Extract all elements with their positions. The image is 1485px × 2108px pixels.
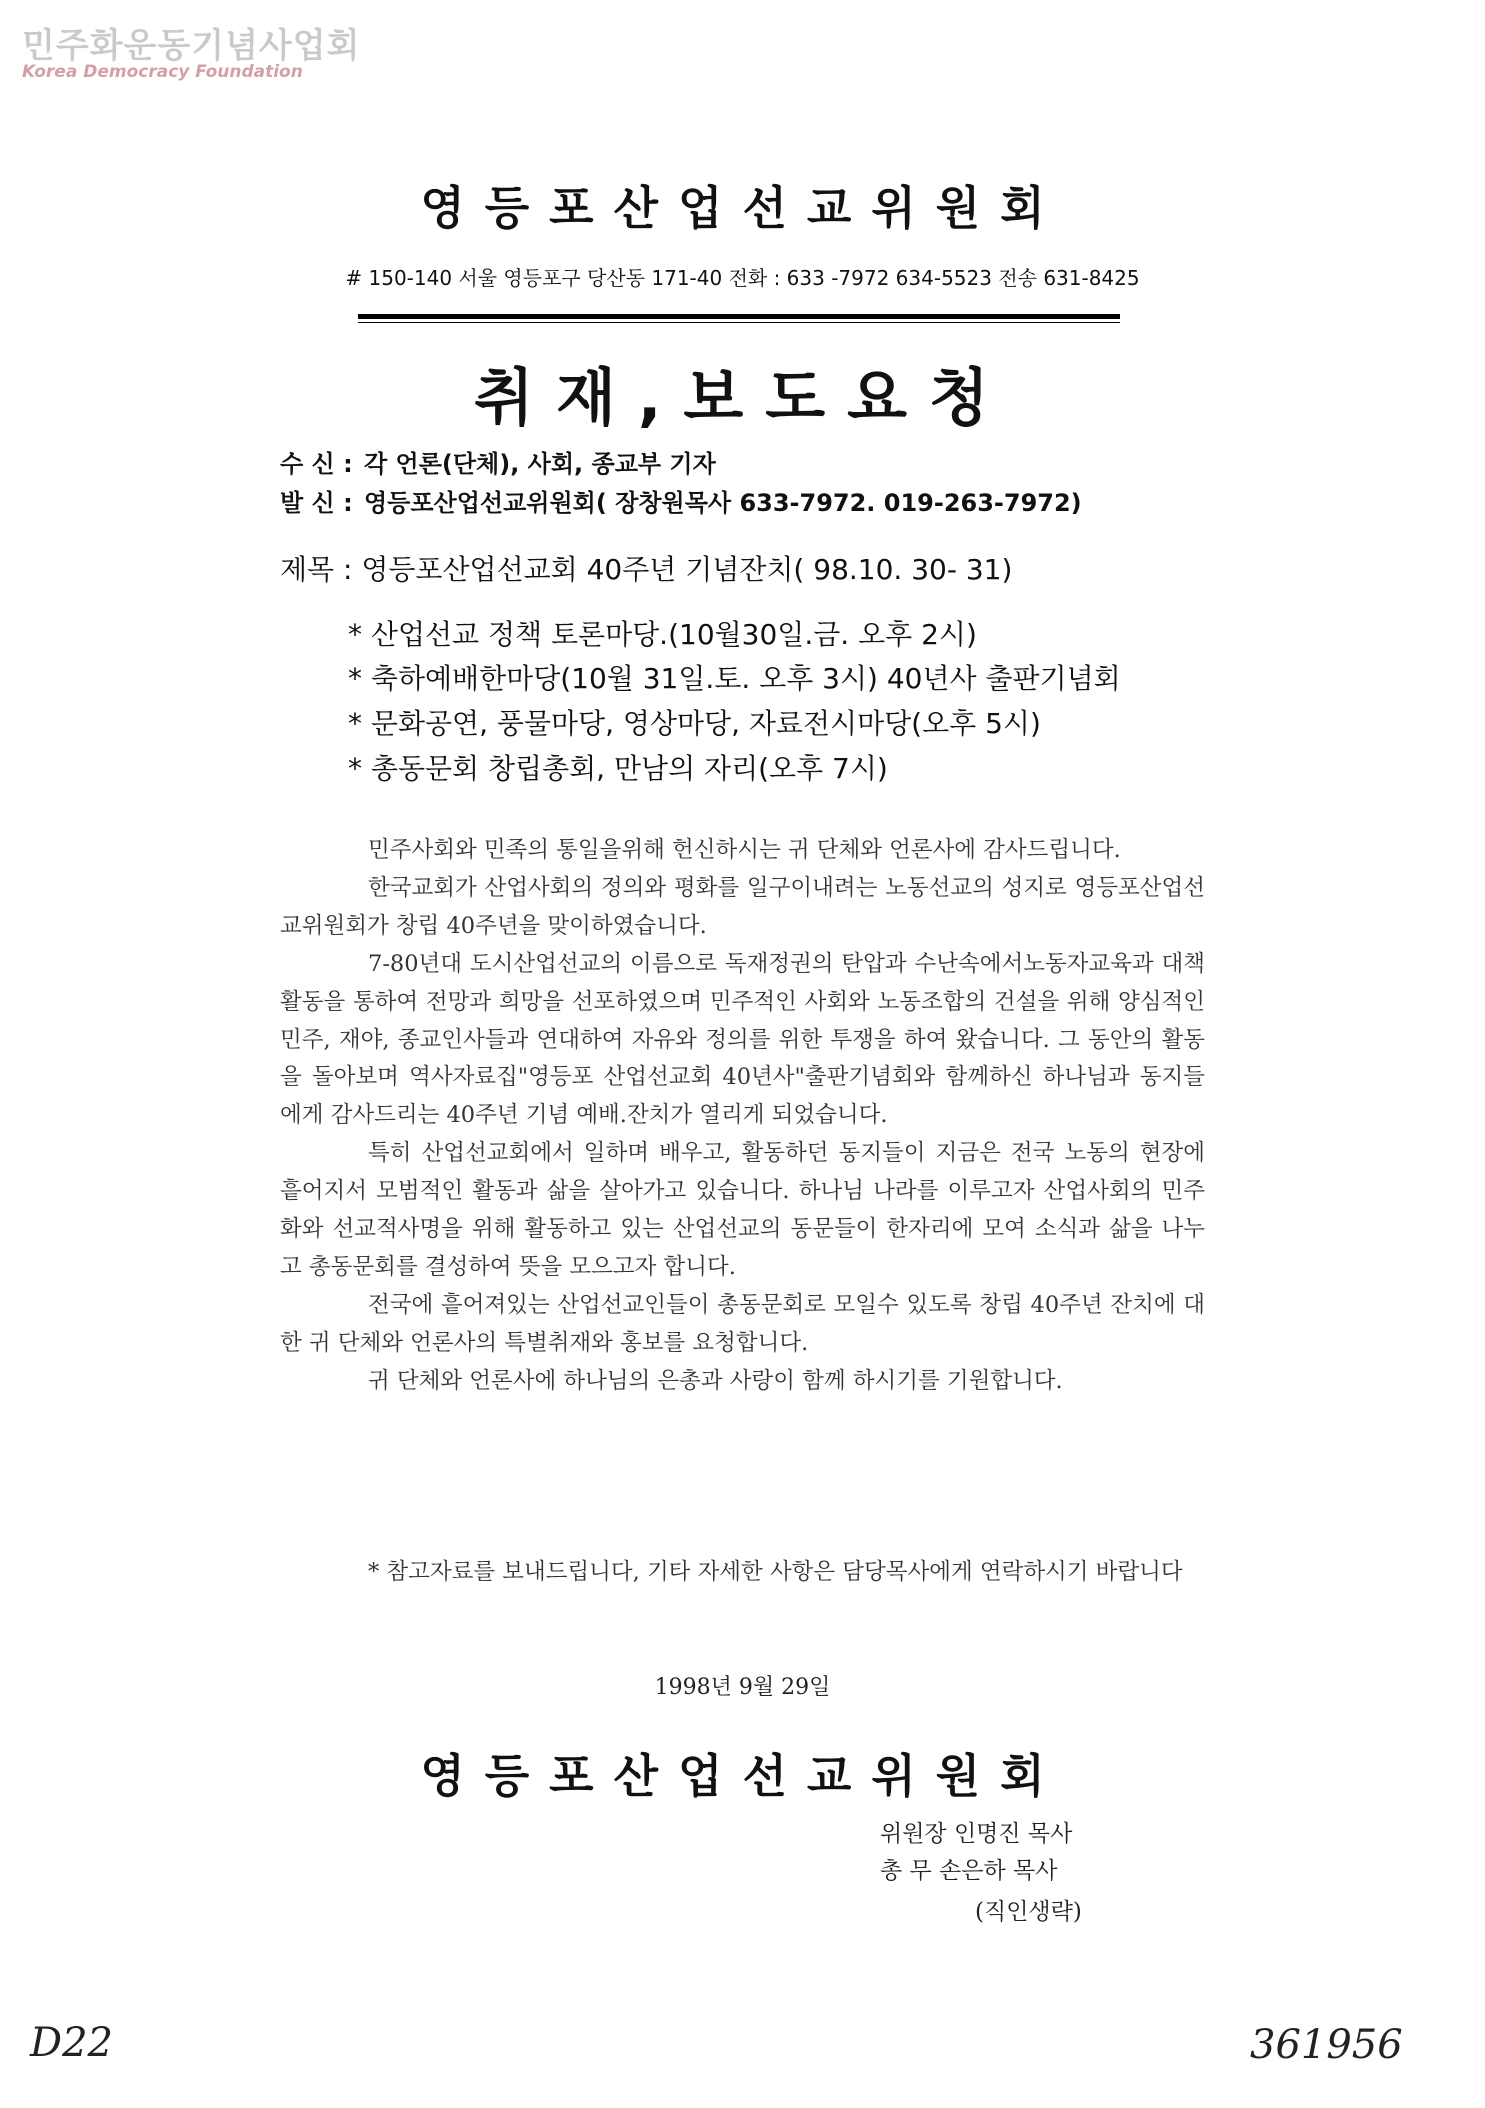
handwritten-mark-right: 361956 xyxy=(1250,2022,1403,2068)
body-paragraph: 민주사회와 민족의 통일을위해 헌신하시는 귀 단체와 언론사에 감사드립니다. xyxy=(368,837,1121,863)
signatory-chairman: 위원장 인명진 목사 xyxy=(880,1821,1073,1847)
letter-body xyxy=(280,832,1205,1401)
reference-note: * 참고자료를 보내드립니다, 기타 자세한 사항은 담당목사에게 연락하시기 바랍니다 xyxy=(368,1559,1183,1585)
document-title: 취재,보도요청 xyxy=(474,361,1011,434)
body-paragraph: 전국에 흩어져있는 산업선교인들이 총동문회로 모일수 있도록 창립 40주년 잔치에 대한 귀 단체와 언론사의 특별취재와 홍보를 요청합니다. xyxy=(280,1291,1205,1356)
body-paragraph: 귀 단체와 언론사에 하나님의 은총과 사랑이 함께 하시기를 기원합니다. xyxy=(368,1367,1063,1394)
letterhead-address: # 150-140 서울 영등포구 당산동 171-40 전화 : 633 -7972 634-5523 전송 631-8425 xyxy=(345,266,1140,290)
letterhead-divider-thin xyxy=(358,322,1120,323)
sender-label: 발 신 : xyxy=(280,489,353,517)
watermark-english: Korea Democracy Foundation xyxy=(22,62,303,82)
sender-line xyxy=(280,483,1082,518)
watermark-korean: 민주화운동기념사업회 xyxy=(22,26,361,66)
sender-value: 영등포산업선교위원회( 장창원목사 633-7972. 019-263-7972) xyxy=(364,489,1082,517)
body-paragraph: 7-80년대 도시산업선교의 이름으로 독재정권의 탄압과 수난속에서노동자교육과 대책활동을 통하여 전망과 희망을 선포하였으며 민주적인 사회와 노동조합의 건설을 위해 양심적인 민주, 재야, 종교인사들과 연대하여 자유와 정의를 위한 투쟁을 하여 왔습니다. 그 동안의 활동을 돌아보며 역사자료집"영등포 산업선교회 40년사"출판기념회와 함께하신 하나님과 동지들에게 감사드리는 40주년 기념 예배.잔치가 열리게 되었습니다. xyxy=(280,950,1205,1129)
subject-line: 제목 : 영등포산업선교회 40주년 기념잔치( 98.10. 30- 31) xyxy=(280,553,1013,586)
body-paragraph: 한국교회가 산업사회의 정의와 평화를 일구이내려는 노동선교의 성지로 영등포산업선교위원회가 창립 40주년을 맞이하였습니다. xyxy=(280,874,1205,939)
letterhead-organization: 영등포산업선교위원회 xyxy=(420,181,1065,235)
event-item: * 문화공연, 풍물마당, 영상마당, 자료전시마당(오후 5시) xyxy=(348,707,1041,740)
recipient-line xyxy=(280,444,716,479)
closing-organization: 영등포산업선교위원회 xyxy=(420,1749,1065,1803)
seal-omitted-note: (직인생략) xyxy=(975,1899,1082,1925)
event-item: * 축하예배한마당(10월 31일.토. 오후 3시) 40년사 출판기념회 xyxy=(348,662,1121,695)
handwritten-mark-left: D22 xyxy=(30,2020,113,2066)
recipient-value: 각 언론(단체), 사회, 종교부 기자 xyxy=(364,450,716,478)
body-paragraph: 특히 산업선교회에서 일하며 배우고, 활동하던 동지들이 지금은 전국 노동의 현장에 흩어지서 모범적인 활동과 삶을 살아가고 있습니다. 하나님 나라를 이루고자 산업사회의 민주화와 선교적사명을 위해 활동하고 있는 산업선교의 동문들이 한자리에 모여 소식과 삶을 나누고 총동문회를 결성하여 뜻을 모으고자 합니다. xyxy=(280,1140,1205,1280)
recipient-label: 수 신 : xyxy=(280,450,353,478)
signatory-secretary: 총 무 손은하 목사 xyxy=(880,1858,1058,1884)
event-item: * 총동문회 창립총회, 만남의 자리(오후 7시) xyxy=(348,752,888,785)
event-item: * 산업선교 정책 토론마당.(10월30일.금. 오후 2시) xyxy=(348,618,977,651)
document-date: 1998년 9월 29일 xyxy=(654,1675,831,1700)
letterhead-divider-thick xyxy=(358,314,1120,319)
